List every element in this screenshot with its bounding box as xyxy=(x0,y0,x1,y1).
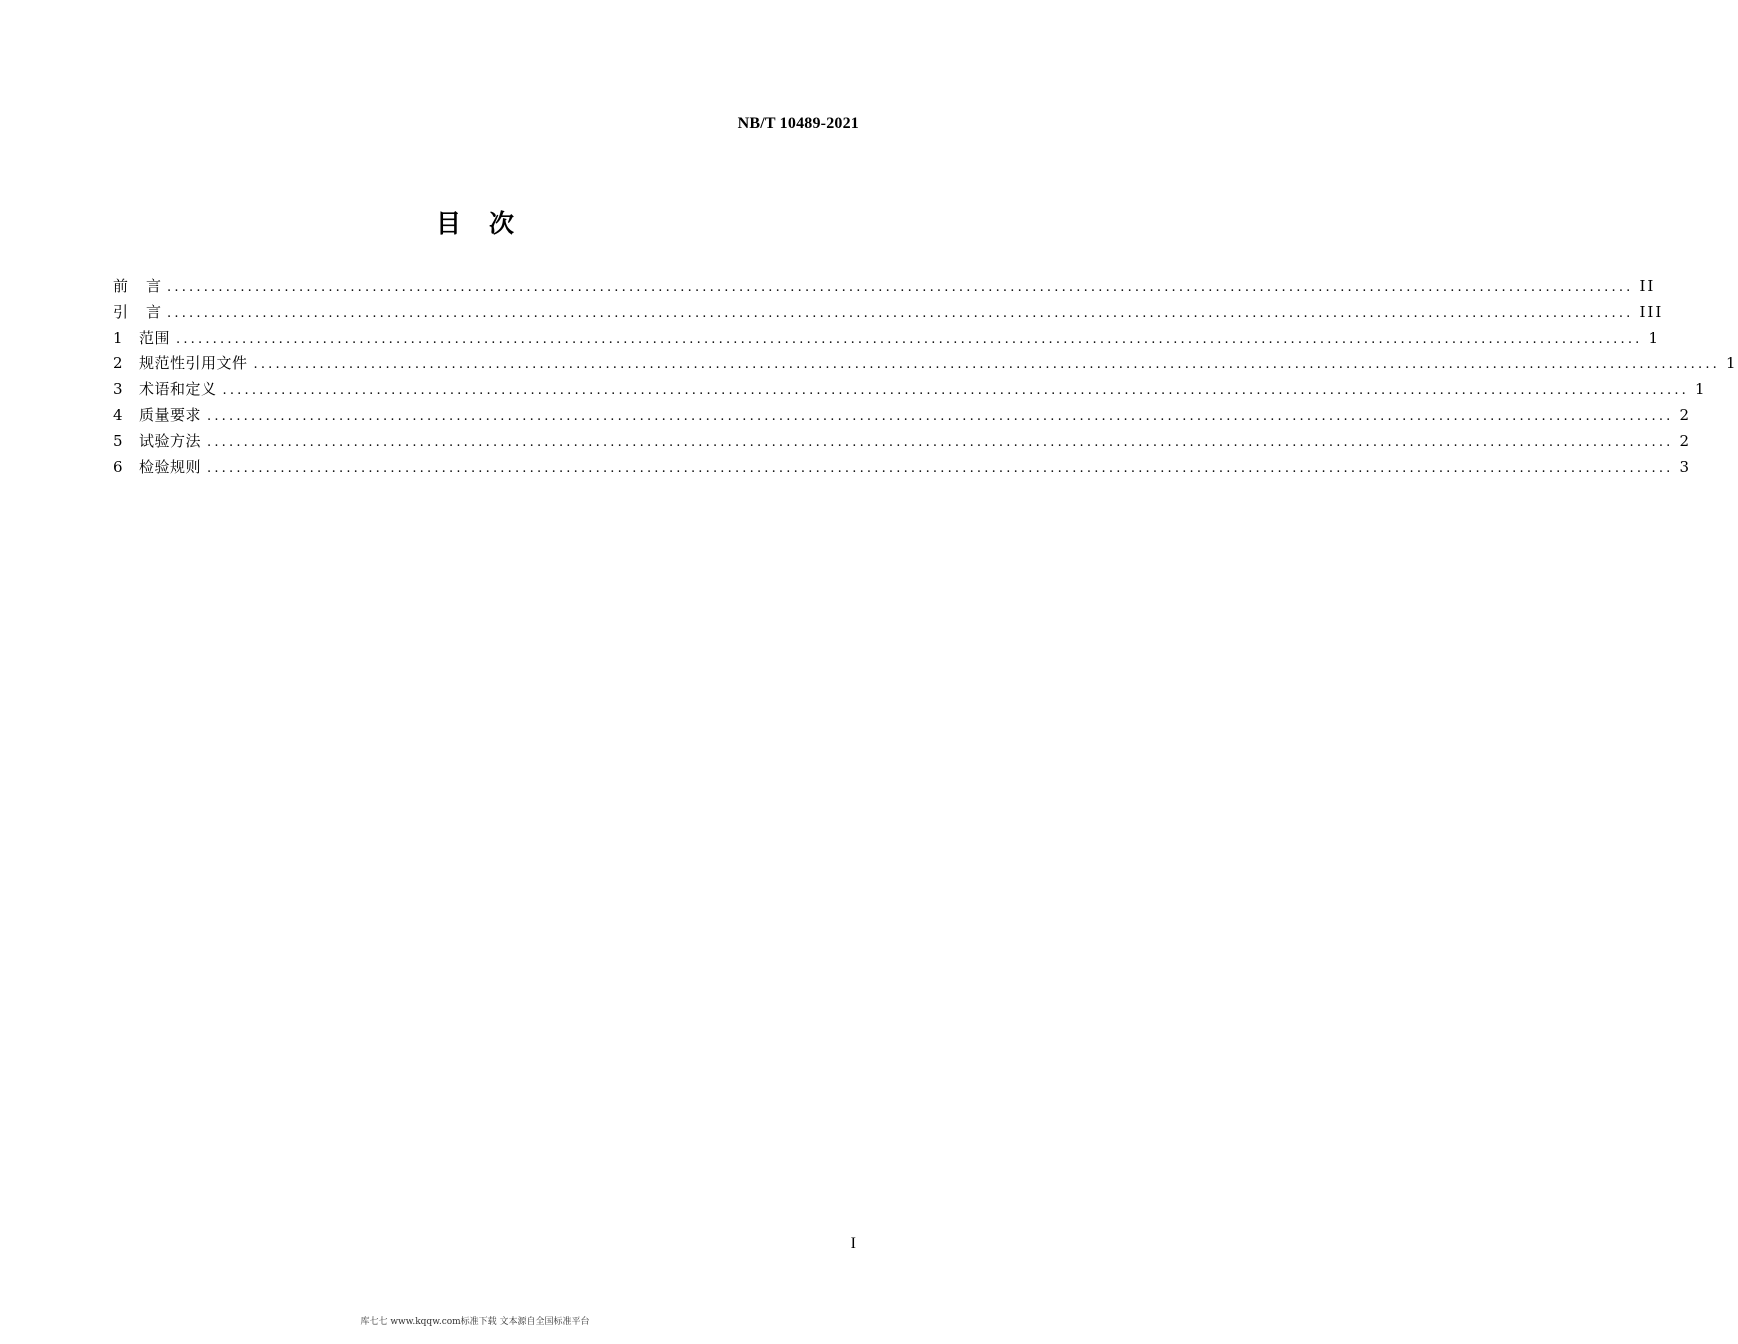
toc-entry-label: 质量要求 xyxy=(139,405,202,424)
toc-dot-leader: ........................................................................................................................................................................................................ xyxy=(167,280,1634,295)
toc-list xyxy=(113,276,1738,482)
source-note: 库七七 www.kqqw.com标准下载 文本源自全国标准平台 xyxy=(360,1317,590,1327)
toc-entry-introduction[interactable] xyxy=(113,302,1664,328)
toc-entry-page: 2 xyxy=(1679,431,1692,450)
toc-dot-leader: ........................................................................................................................................................................................................ xyxy=(222,383,1689,399)
toc-dot-leader: ........................................................................................................................................................................................................ xyxy=(207,460,1674,476)
toc-entry-label: 规范性引用文件 xyxy=(139,354,248,373)
toc-entry-label: 前 言 xyxy=(113,277,162,295)
toc-entry-page: 1 xyxy=(1725,354,1738,373)
toc-dot-leader: ........................................................................................................................................................................................................ xyxy=(167,305,1634,321)
toc-dot-leader: ........................................................................................................................................................................................................ xyxy=(176,331,1643,347)
toc-entry-page: II xyxy=(1639,277,1656,295)
toc-title xyxy=(0,204,950,240)
toc-title-char-1: 目 xyxy=(435,209,461,238)
toc-entry-number: 5 xyxy=(113,431,123,450)
toc-dot-leader: ........................................................................................................................................................................................................ xyxy=(207,408,1674,424)
toc-entry-page: 2 xyxy=(1679,405,1692,424)
toc-entry-number: 1 xyxy=(113,328,123,347)
page-number: I xyxy=(850,1235,856,1252)
toc-title-char-2: 次 xyxy=(489,209,515,238)
toc-entry-label: 范围 xyxy=(139,328,171,347)
toc-entry-quality-requirements[interactable] xyxy=(113,405,1692,431)
toc-entry-number: 4 xyxy=(113,405,123,424)
toc-entry-inspection-rules[interactable] xyxy=(113,457,1692,483)
toc-entry-label: 引 言 xyxy=(113,302,162,321)
toc-entry-page: III xyxy=(1639,302,1664,321)
toc-entry-foreword[interactable] xyxy=(113,276,1656,302)
standard-code: NB/T 10489-2021 xyxy=(737,115,859,132)
toc-entry-terms-definitions[interactable] xyxy=(113,379,1707,405)
toc-dot-leader: ........................................................................................................................................................................................................ xyxy=(207,434,1674,450)
toc-entry-label: 术语和定义 xyxy=(139,380,217,399)
toc-entry-normative-references[interactable] xyxy=(113,353,1738,379)
toc-entry-number: 3 xyxy=(113,380,123,399)
toc-entry-label: 试验方法 xyxy=(139,431,202,450)
toc-entry-label: 检验规则 xyxy=(139,457,202,476)
toc-entry-test-methods[interactable] xyxy=(113,431,1692,457)
toc-entry-scope[interactable] xyxy=(113,328,1661,354)
toc-entry-page: 3 xyxy=(1679,457,1692,476)
toc-entry-number: 6 xyxy=(113,457,123,476)
toc-entry-page: 1 xyxy=(1648,328,1661,347)
toc-dot-leader: ........................................................................................................................................................................................................ xyxy=(253,357,1720,373)
toc-entry-number: 2 xyxy=(113,354,123,373)
toc-entry-page: 1 xyxy=(1694,380,1707,399)
